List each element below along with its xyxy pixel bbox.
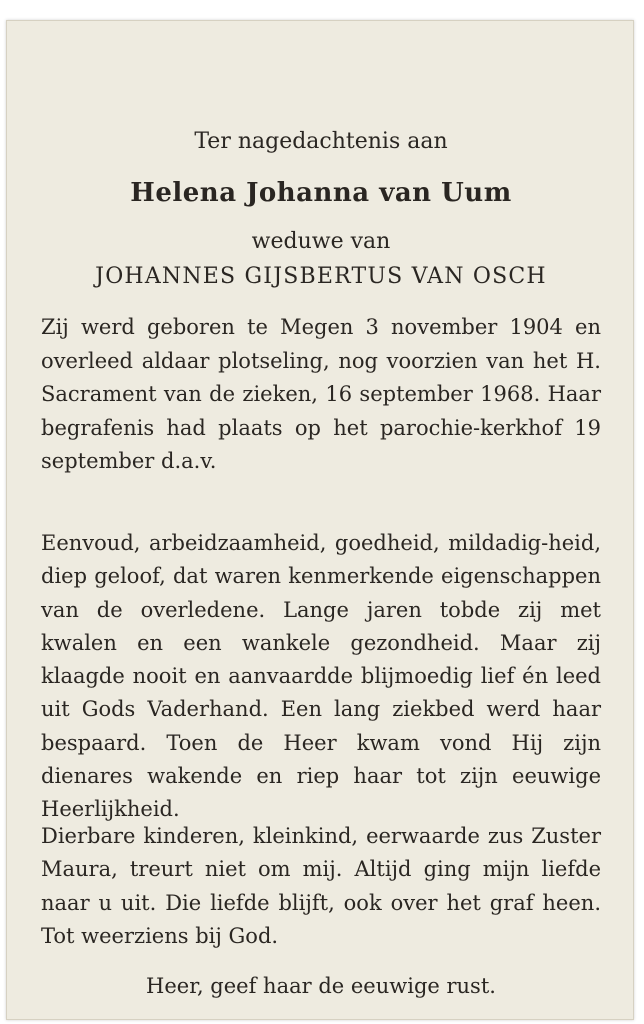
intro-line: Ter nagedachtenis aan (194, 129, 448, 154)
closing-prayer: Heer, geef haar de eeuwige rust. (146, 974, 496, 998)
character-paragraph: Eenvoud, arbeidzaamheid, goedheid, mildadig-heid, diep geloof, dat waren kenmerkende eigenschappen van de overledene. Lange jaren tobde zij met kwalen en een wankele gezondheid. Maar zij klaagde nooit en aanvaardde blijmoedig lief én leed uit Gods Vaderhand. Een lang ziekbed werd haar bespaard. Toen de Heer kwam vond Hij zijn dienares wakende en riep haar tot zijn eeuwige Heerlijkheid. (41, 531, 601, 822)
widow-of-line: weduwe van (251, 229, 391, 254)
memorial-card (6, 20, 634, 1020)
deceased-name: Helena Johanna van Uum (130, 178, 512, 208)
farewell-paragraph: Dierbare kinderen, kleinkind, eerwaarde zus Zuster Maura, treurt niet om mij. Altijd ging mijn liefde naar u uit. Die liefde blijft, ook over het graf heen. Tot weerziens bij God. (41, 824, 601, 948)
birth-death-paragraph: Zij werd geboren te Megen 3 november 1904 en overleed aldaar plotseling, nog voorzien van het H. Sacrament van de zieken, 16 september 1968. Haar begrafenis had plaats op het parochie-kerkhof 19 september d.a.v. (41, 315, 601, 473)
husband-name: JOHANNES GIJSBERTUS VAN OSCH (95, 264, 547, 289)
